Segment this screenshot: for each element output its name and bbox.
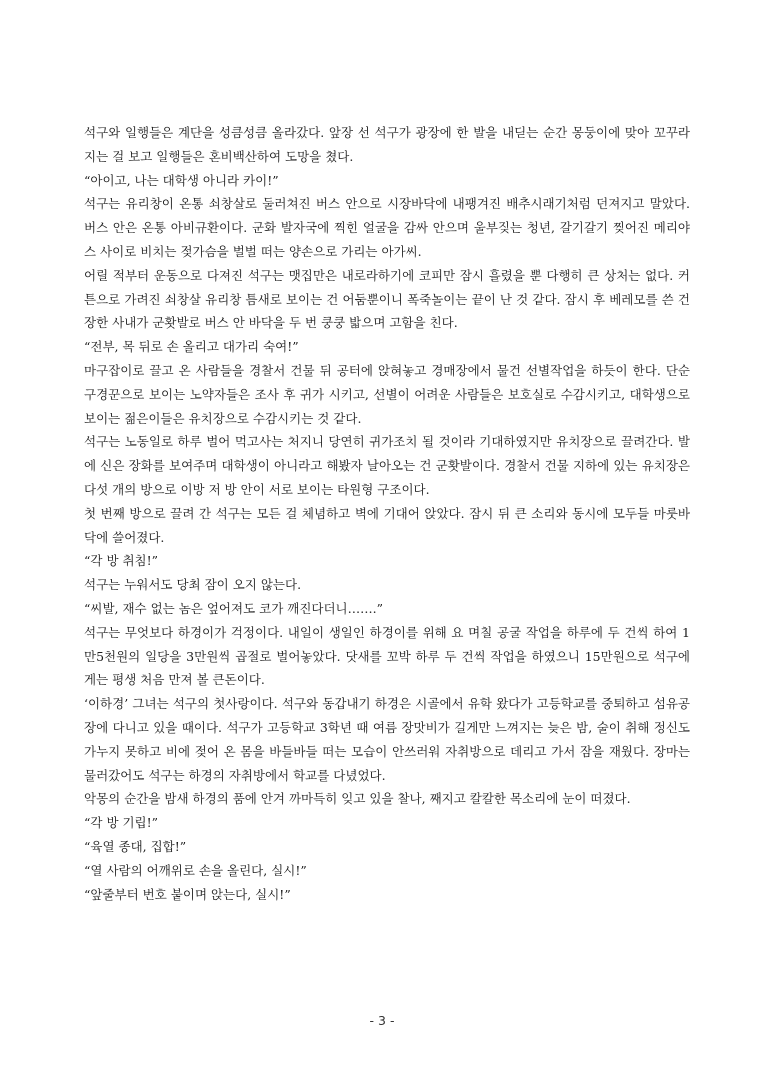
paragraph: “육열 종대, 집합!” (84, 838, 187, 854)
paragraph: 석구와 일행들은 계단을 성큼성큼 올라갔다. 앞장 선 석구가 광장에 한 발을 내딛는 순간 몽둥이에 맞아 꼬꾸라지는 걸 보고 일행들은 혼비백산하여 도망을 쳤다. (84, 125, 690, 164)
page-number: - 3 - (369, 1013, 395, 1028)
paragraph: 석구는 유리창이 온통 쇠창살로 둘러쳐진 버스 안으로 시장바닥에 내팽겨진 배추시래기처럼 던져지고 말았다. 버스 안은 온통 아비규환이다. 군화 발자국에 찍힌 얼굴을 감싸 안으며 울부짖는 청년, 갈기갈기 찢어진 메리야스 사이로 비치는 젖가슴을 벌벌 떠는 양손으로 가리는 아가씨. (84, 196, 690, 259)
paragraph: “열 사람의 어깨위로 손을 올린다, 실시!” (84, 862, 307, 878)
paragraph: 첫 번째 방으로 끌려 간 석구는 모든 걸 체념하고 벽에 기대어 앉았다. 잠시 뒤 큰 소리와 동시에 모두들 마룻바닥에 쓸어졌다. (84, 505, 690, 545)
paragraph: 어릴 적부터 운동으로 다져진 석구는 맷집만은 내로라하기에 코피만 잠시 흘렸을 뿐 다행히 큰 상처는 없다. 커튼으로 가려진 쇠창살 유리창 틈새로 보이는 건 어둠뿐이니 폭죽놀이는 끝이 난 것 같다. 잠시 후 베레모를 쓴 건장한 사내가 군홧발로 버스 안 바닥을 두 번 쿵쿵 밟으며 고함을 친다. (84, 267, 690, 331)
paragraph: 석구는 무엇보다 하경이가 걱정이다. 내일이 생일인 하경이를 위해 요 며칠 공굴 작업을 하루에 두 건씩 하여 1만5천원의 일당을 3만원씩 곱절로 벌어놓았다. 닷새를 꼬박 하루 두 건씩 작업을 하였으니 15만원으로 석구에게는 평생 처음 만져 볼 큰돈이다. (84, 624, 690, 688)
paragraph: “전부, 목 뒤로 손 올리고 대가리 숙여!” (84, 339, 299, 355)
paragraph: “씨발, 재수 없는 놈은 엎어져도 코가 깨진다더니…….” (84, 600, 383, 616)
paragraph: ‘이하경’ 그녀는 석구의 첫사랑이다. 석구와 동갑내기 하경은 시골에서 유학 왔다가 고등학교를 중퇴하고 섬유공장에 다니고 있을 때이다. 석구가 고등학교 3학년 때 여름 장맛비가 길게만 느껴지는 늦은 밤, 술이 취해 정신도 가누지 못하고 비에 젖어 온 몸을 바들바들 떠는 모습이 안쓰러워 자취방으로 데리고 가서 잠을 재웠다. 장마는 물러갔어도 석구는 하경의 자취방에서 학교를 다녔었다. (84, 696, 690, 783)
paragraph: “앞줄부터 번호 붙이며 앉는다, 실시!” (84, 886, 291, 902)
body-text (84, 121, 690, 906)
paragraph: 악몽의 순간을 밤새 하경의 품에 안겨 까마득히 잊고 있을 찰나, 째지고 칼칼한 목소리에 눈이 떠졌다. (84, 791, 631, 807)
paragraph: 석구는 누워서도 당최 잠이 오지 않는다. (84, 577, 302, 593)
paragraph: “아이고, 나는 대학생 아니라 카이!” (84, 172, 279, 188)
paragraph: “각 방 취침!” (84, 553, 159, 569)
paragraph: 석구는 노동일로 하루 벌어 먹고사는 처지니 당연히 귀가조치 될 것이라 기대하였지만 유치장으로 끌려간다. 발에 신은 장화를 보여주며 대학생이 아니라고 해봤자 날아오는 건 군홧발이다. 경찰서 건물 지하에 있는 유치장은 다섯 개의 방으로 이방 저 방 안이 서로 보이는 타원형 구조이다. (84, 434, 690, 497)
paragraph: 마구잡이로 끌고 온 사람들을 경찰서 건물 뒤 공터에 앉혀놓고 경매장에서 물건 선별작업을 하듯이 한다. 단순 구경꾼으로 보이는 노약자들은 조사 후 귀가 시키고, 선별이 어려운 사람들은 보호실로 수감시키고, 대학생으로 보이는 젊은이들은 유치장으로 수감시키는 것 같다. (84, 362, 690, 426)
paragraph: “각 방 기립!” (84, 815, 159, 831)
